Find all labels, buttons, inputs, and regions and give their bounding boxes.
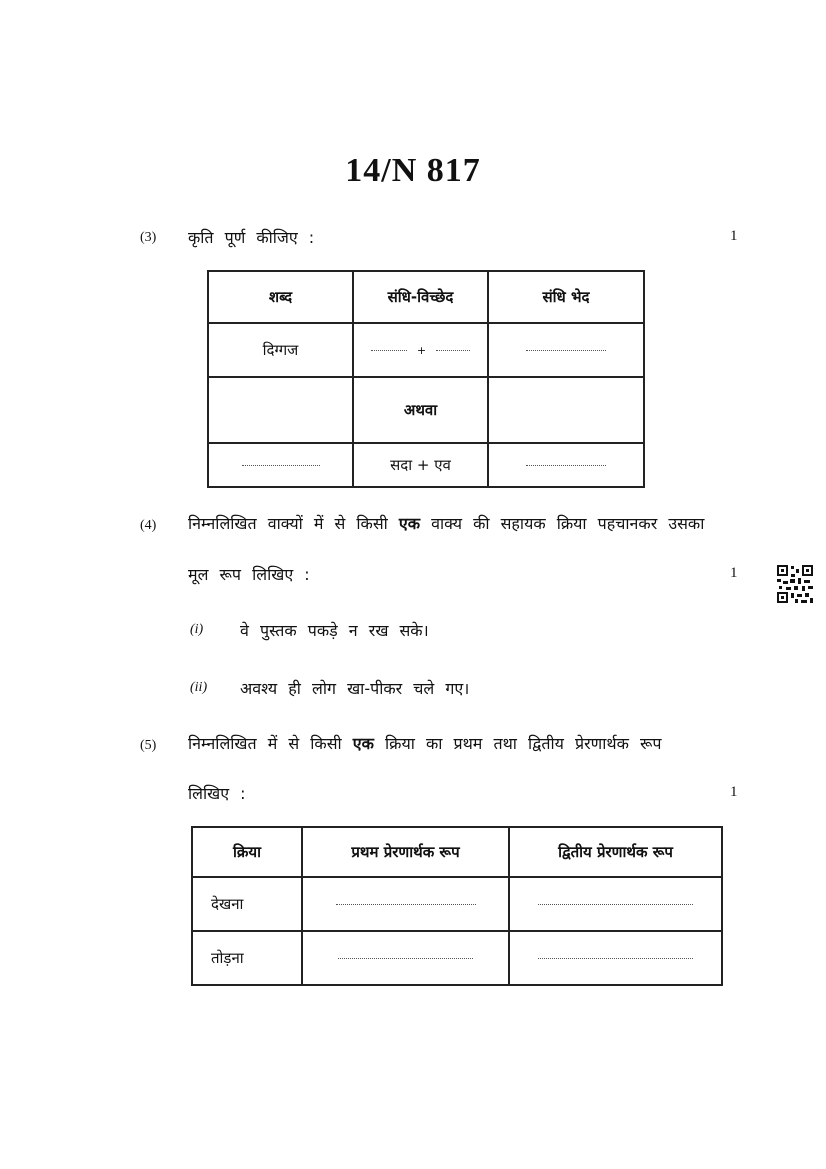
blank-line [538, 958, 693, 959]
qr-code-icon [777, 565, 813, 603]
marks: 1 [730, 228, 738, 244]
blank-line [526, 465, 606, 466]
table-cell: सदा + एव [353, 443, 488, 487]
text-part: क्रिया का प्रथम तथा द्वितीय प्रेरणार्थक रूप [385, 734, 662, 753]
question-text-line2: लिखिए : [188, 784, 246, 803]
plus-sign: + [416, 344, 427, 357]
blank-line [336, 904, 476, 905]
question-text [188, 512, 743, 534]
blank-line [371, 350, 407, 351]
table-header: संधि भेद [488, 271, 644, 323]
sub-item-number: (ii) [190, 680, 208, 695]
table-header: क्रिया [192, 827, 302, 877]
blank-cell [302, 877, 509, 931]
blank-line [538, 904, 693, 905]
blank-cell [509, 931, 722, 985]
text-part: वाक्य की सहायक क्रिया पहचानकर उसका [431, 514, 705, 533]
blank-line [436, 350, 470, 351]
table-cell: तोड़ना [192, 931, 302, 985]
blank-line [338, 958, 473, 959]
table-header: द्वितीय प्रेरणार्थक रूप [509, 827, 722, 877]
or-label: अथवा [353, 377, 488, 443]
question-text-line2: मूल रूप लिखिए : [188, 565, 310, 584]
question-text: कृति पूर्ण कीजिए : [188, 228, 315, 247]
blank-cell [208, 443, 353, 487]
blank-cell [509, 877, 722, 931]
table-cell: दिग्गज [208, 323, 353, 377]
blank-cell [488, 323, 644, 377]
text-part: निम्नलिखित वाक्यों में से किसी [188, 514, 388, 533]
text-part: निम्नलिखित में से किसी [188, 734, 342, 753]
causative-table [191, 826, 723, 986]
empty-cell [208, 377, 353, 443]
emphasis-text: एक [398, 514, 421, 533]
table-cell: देखना [192, 877, 302, 931]
question-text [188, 732, 743, 754]
blank-cell [353, 323, 488, 377]
sandhi-table [207, 270, 645, 488]
blank-line [526, 350, 606, 351]
table-header: शब्द [208, 271, 353, 323]
blank-line [242, 465, 320, 466]
table-header: संधि-विच्छेद [353, 271, 488, 323]
marks: 1 [730, 565, 738, 581]
question-number: (5) [140, 738, 157, 753]
empty-cell [488, 377, 644, 443]
paper-code: 14/N 817 [345, 152, 481, 189]
sub-item-text: वे पुस्तक पकड़े न रख सके। [240, 621, 429, 640]
emphasis-text: एक [352, 734, 374, 753]
blank-cell [302, 931, 509, 985]
marks: 1 [730, 784, 738, 800]
blank-cell [488, 443, 644, 487]
sub-item-number: (i) [190, 622, 204, 637]
table-header: प्रथम प्रेरणार्थक रूप [302, 827, 509, 877]
sub-item-text: अवश्य ही लोग खा-पीकर चले गए। [240, 679, 470, 698]
question-number: (4) [140, 518, 157, 533]
question-number: (3) [140, 230, 157, 245]
